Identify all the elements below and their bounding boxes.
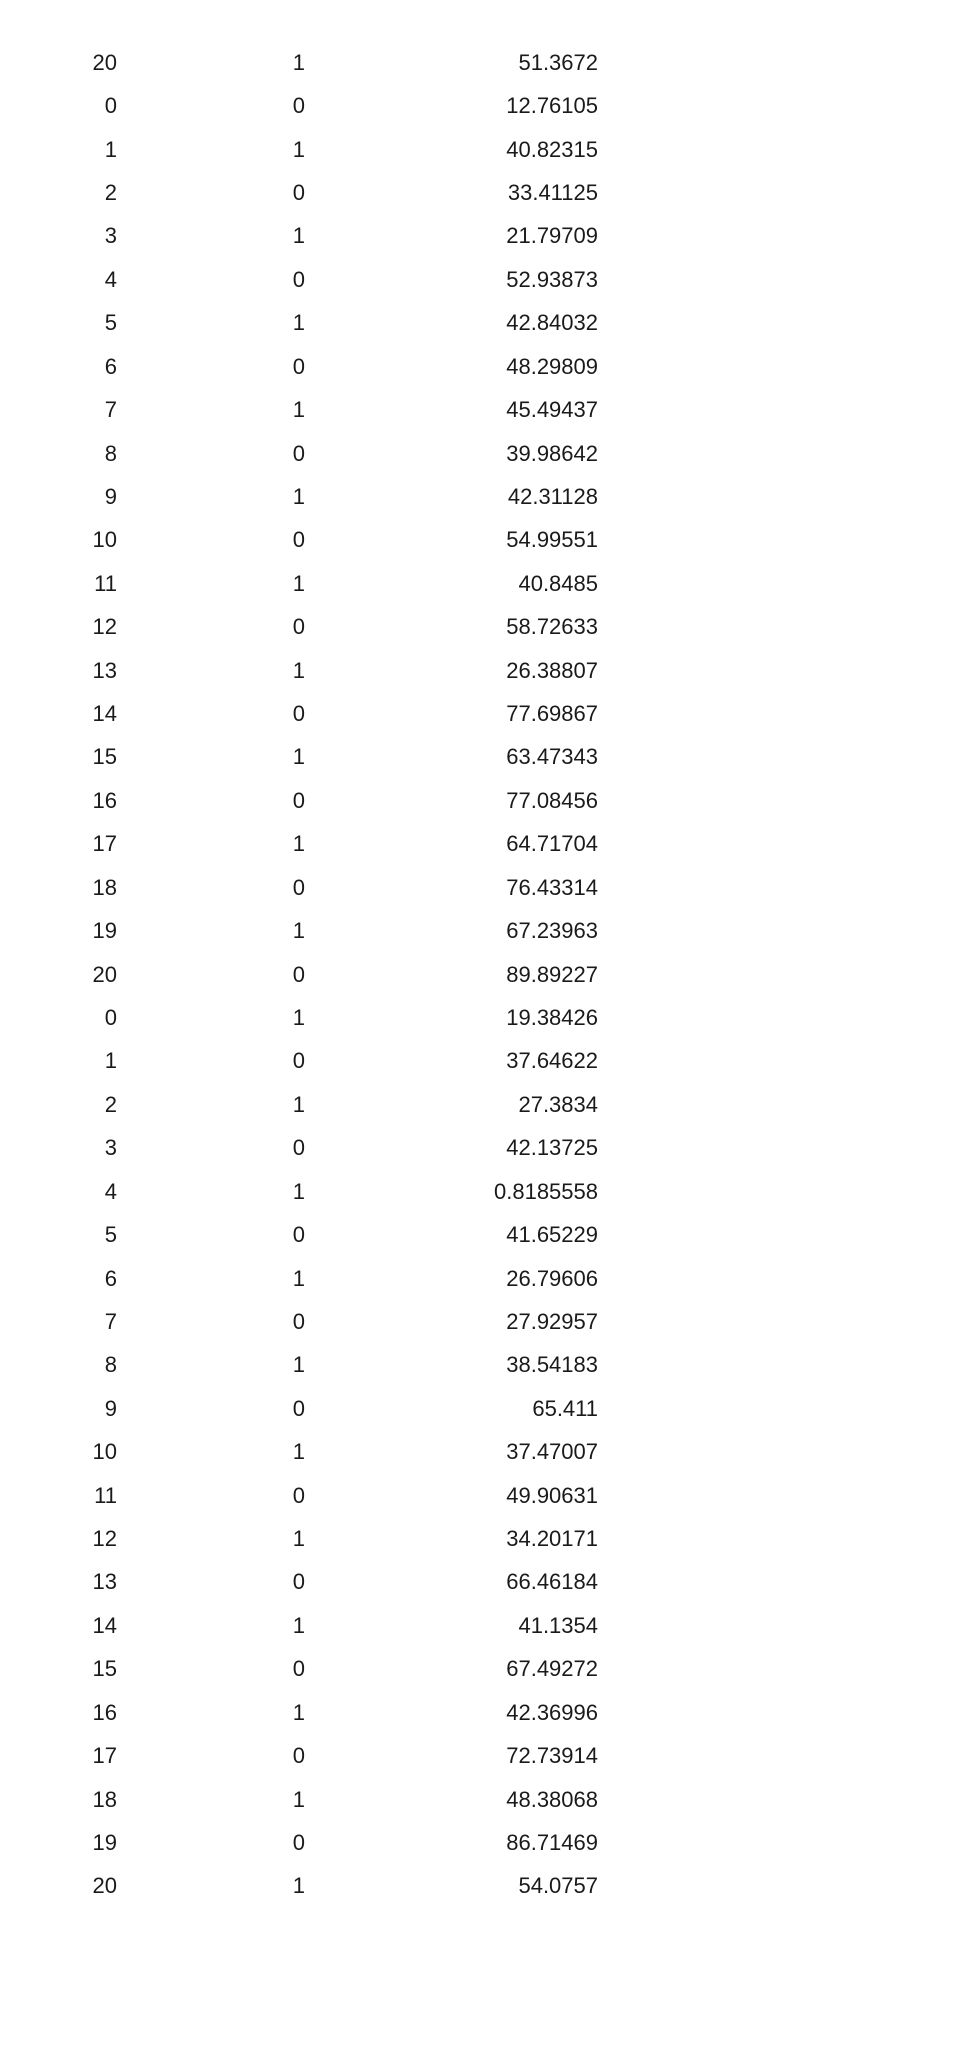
cell-index: 8 — [104, 440, 117, 466]
cell-value: 45.49437 — [506, 397, 598, 423]
cell-value: 77.69867 — [506, 701, 598, 727]
cell-flag: 0 — [292, 1308, 305, 1334]
cell-value: 64.71704 — [506, 831, 598, 857]
cell-value: 48.38068 — [506, 1786, 598, 1812]
table-row — [0, 605, 954, 648]
cell-index: 12 — [92, 614, 117, 640]
cell-value: 12.76105 — [506, 93, 598, 119]
cell-flag: 1 — [292, 1699, 305, 1725]
table-row — [0, 519, 954, 562]
cell-index: 15 — [92, 1656, 117, 1682]
cell-flag: 1 — [292, 223, 305, 249]
table-row — [0, 41, 954, 84]
cell-flag: 1 — [292, 1873, 305, 1899]
cell-index: 10 — [92, 1439, 117, 1465]
cell-value: 51.3672 — [518, 49, 598, 75]
cell-index: 6 — [104, 1265, 117, 1291]
table-row — [0, 996, 954, 1039]
cell-value: 67.49272 — [506, 1656, 598, 1682]
cell-flag: 0 — [292, 179, 305, 205]
cell-index: 4 — [104, 266, 117, 292]
table-row — [0, 1517, 954, 1560]
cell-flag: 1 — [292, 1265, 305, 1291]
cell-flag: 0 — [292, 1482, 305, 1508]
cell-index: 3 — [104, 223, 117, 249]
cell-index: 20 — [92, 1873, 117, 1899]
cell-index: 14 — [92, 1612, 117, 1638]
cell-index: 5 — [104, 1222, 117, 1248]
cell-value: 67.23963 — [506, 918, 598, 944]
cell-flag: 0 — [292, 440, 305, 466]
cell-value: 52.93873 — [506, 266, 598, 292]
cell-flag: 0 — [292, 787, 305, 813]
table-row — [0, 692, 954, 735]
table-row — [0, 432, 954, 475]
table-row — [0, 1257, 954, 1300]
table-row — [0, 302, 954, 345]
table-row — [0, 823, 954, 866]
table-row — [0, 1691, 954, 1734]
cell-index: 0 — [104, 93, 117, 119]
cell-index: 11 — [94, 1482, 117, 1508]
cell-index: 13 — [92, 657, 117, 683]
table-row — [0, 736, 954, 779]
cell-index: 9 — [104, 483, 117, 509]
cell-index: 15 — [92, 744, 117, 770]
cell-value: 37.64622 — [506, 1048, 598, 1074]
table-row — [0, 1648, 954, 1691]
cell-flag: 0 — [292, 1048, 305, 1074]
table-row — [0, 1778, 954, 1821]
cell-flag: 0 — [292, 874, 305, 900]
cell-index: 12 — [92, 1526, 117, 1552]
cell-flag: 0 — [292, 1135, 305, 1161]
cell-flag: 1 — [292, 570, 305, 596]
table-row — [0, 909, 954, 952]
cell-index: 8 — [104, 1352, 117, 1378]
table-row — [0, 1127, 954, 1170]
cell-index: 20 — [92, 961, 117, 987]
cell-value: 42.13725 — [506, 1135, 598, 1161]
cell-flag: 1 — [292, 483, 305, 509]
table-row — [0, 84, 954, 127]
cell-value: 21.79709 — [506, 223, 598, 249]
cell-index: 17 — [92, 1743, 117, 1769]
cell-value: 19.38426 — [506, 1004, 598, 1030]
cell-flag: 1 — [292, 1786, 305, 1812]
cell-value: 63.47343 — [506, 744, 598, 770]
cell-index: 16 — [92, 787, 117, 813]
cell-flag: 1 — [292, 1526, 305, 1552]
table-row — [0, 866, 954, 909]
cell-flag: 1 — [292, 49, 305, 75]
cell-flag: 1 — [292, 744, 305, 770]
cell-value: 89.89227 — [506, 961, 598, 987]
cell-index: 7 — [104, 1308, 117, 1334]
table-row — [0, 1170, 954, 1213]
cell-flag: 0 — [292, 1222, 305, 1248]
table-row — [0, 1865, 954, 1908]
cell-value: 40.82315 — [506, 136, 598, 162]
table-row — [0, 1083, 954, 1126]
cell-flag: 0 — [292, 701, 305, 727]
cell-index: 10 — [92, 527, 117, 553]
table-row — [0, 258, 954, 301]
cell-flag: 1 — [292, 1439, 305, 1465]
cell-value: 27.3834 — [518, 1091, 598, 1117]
cell-index: 0 — [104, 1004, 117, 1030]
table-row — [0, 128, 954, 171]
cell-flag: 1 — [292, 831, 305, 857]
cell-flag: 0 — [292, 1395, 305, 1421]
cell-index: 1 — [104, 136, 117, 162]
table-row — [0, 1604, 954, 1647]
cell-value: 26.79606 — [506, 1265, 598, 1291]
cell-value: 39.98642 — [506, 440, 598, 466]
table-row — [0, 345, 954, 388]
cell-index: 18 — [92, 874, 117, 900]
table-row — [0, 1734, 954, 1777]
cell-flag: 0 — [292, 93, 305, 119]
table-row — [0, 171, 954, 214]
cell-value: 54.0757 — [518, 1873, 598, 1899]
cell-flag: 1 — [292, 136, 305, 162]
table-row — [0, 388, 954, 431]
cell-flag: 0 — [292, 961, 305, 987]
cell-flag: 1 — [292, 397, 305, 423]
cell-value: 86.71469 — [506, 1830, 598, 1855]
table-row — [0, 475, 954, 518]
cell-value: 54.99551 — [506, 527, 598, 553]
cell-value: 42.84032 — [506, 310, 598, 336]
cell-value: 34.20171 — [506, 1526, 598, 1552]
cell-flag: 0 — [292, 1743, 305, 1769]
table-row — [0, 1821, 954, 1864]
cell-value: 42.31128 — [507, 483, 598, 509]
table-row — [0, 562, 954, 605]
data-table — [0, 41, 954, 1908]
table-row — [0, 1431, 954, 1474]
table-row — [0, 953, 954, 996]
cell-index: 4 — [104, 1178, 117, 1204]
cell-flag: 1 — [292, 310, 305, 336]
table-row — [0, 1040, 954, 1083]
cell-flag: 0 — [292, 1656, 305, 1682]
table-row — [0, 1474, 954, 1517]
cell-index: 5 — [104, 310, 117, 336]
cell-index: 17 — [92, 831, 117, 857]
cell-value: 42.36996 — [506, 1699, 598, 1725]
cell-flag: 0 — [292, 1569, 305, 1595]
cell-flag: 0 — [292, 614, 305, 640]
cell-index: 2 — [104, 1091, 117, 1117]
cell-value: 49.90631 — [506, 1482, 598, 1508]
cell-flag: 1 — [292, 1612, 305, 1638]
cell-value: 0.8185558 — [494, 1178, 598, 1204]
table-row — [0, 1387, 954, 1430]
table-row — [0, 1213, 954, 1256]
cell-flag: 0 — [292, 266, 305, 292]
cell-index: 1 — [104, 1048, 117, 1074]
cell-value: 65.411 — [532, 1395, 598, 1421]
cell-index: 2 — [104, 179, 117, 205]
cell-index: 19 — [92, 1830, 117, 1855]
cell-value: 33.41125 — [507, 179, 598, 205]
cell-value: 41.1354 — [518, 1612, 598, 1638]
cell-value: 58.72633 — [506, 614, 598, 640]
cell-index: 14 — [92, 701, 117, 727]
cell-value: 27.92957 — [506, 1308, 598, 1334]
cell-flag: 1 — [292, 1178, 305, 1204]
cell-value: 37.47007 — [506, 1439, 598, 1465]
cell-flag: 1 — [292, 1091, 305, 1117]
cell-index: 6 — [104, 353, 117, 379]
table-row — [0, 1344, 954, 1387]
table-row — [0, 649, 954, 692]
cell-flag: 0 — [292, 353, 305, 379]
cell-index: 3 — [104, 1135, 117, 1161]
cell-flag: 1 — [292, 1004, 305, 1030]
table-row — [0, 215, 954, 258]
cell-value: 40.8485 — [518, 570, 598, 596]
cell-flag: 1 — [292, 657, 305, 683]
table-row — [0, 1561, 954, 1604]
cell-index: 18 — [92, 1786, 117, 1812]
cell-value: 66.46184 — [506, 1569, 598, 1595]
cell-value: 38.54183 — [506, 1352, 598, 1378]
cell-value: 72.73914 — [506, 1743, 598, 1769]
table-row — [0, 1300, 954, 1343]
cell-index: 20 — [92, 49, 117, 75]
cell-index: 16 — [92, 1699, 117, 1725]
cell-value: 48.29809 — [506, 353, 598, 379]
cell-index: 19 — [92, 918, 117, 944]
cell-index: 9 — [104, 1395, 117, 1421]
cell-index: 13 — [92, 1569, 117, 1595]
cell-index: 7 — [104, 397, 117, 423]
cell-value: 76.43314 — [506, 874, 598, 900]
cell-flag: 0 — [292, 527, 305, 553]
cell-flag: 1 — [292, 918, 305, 944]
cell-value: 41.65229 — [506, 1222, 598, 1248]
cell-flag: 0 — [292, 1830, 305, 1855]
cell-flag: 1 — [292, 1352, 305, 1378]
cell-index: 11 — [94, 570, 117, 596]
table-row — [0, 779, 954, 822]
cell-value: 77.08456 — [506, 787, 598, 813]
cell-value: 26.38807 — [506, 657, 598, 683]
